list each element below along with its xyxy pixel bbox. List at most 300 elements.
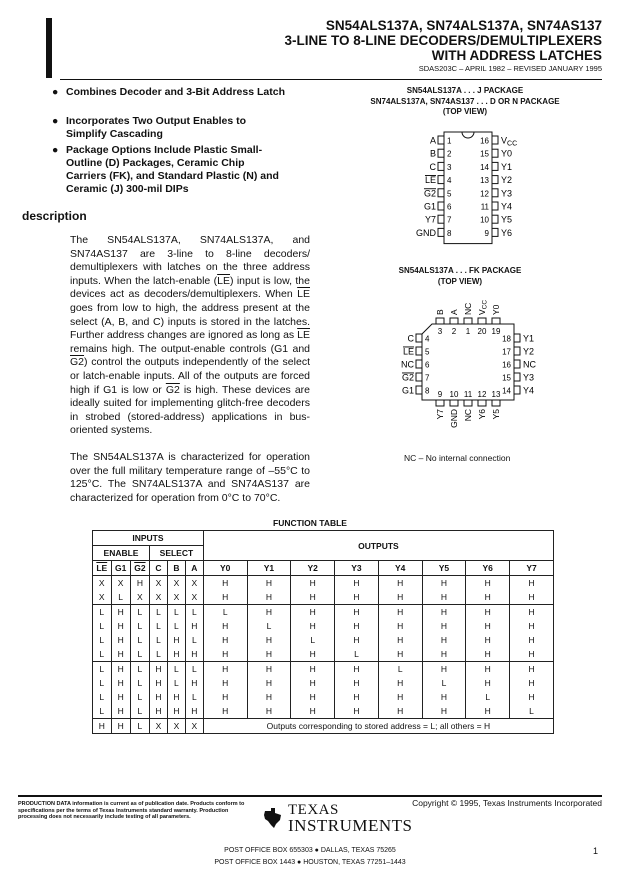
dip-pin-number: 3: [447, 162, 452, 172]
column-header: Y6: [466, 561, 510, 576]
table-cell: L: [93, 633, 112, 647]
column-header: Y3: [335, 561, 379, 576]
table-cell: H: [150, 704, 168, 719]
dip-pin-name: A: [429, 135, 436, 146]
fk-pin-number: 9: [437, 390, 443, 399]
fk-pin: [416, 360, 422, 368]
dip-pin-name: Y3: [501, 188, 513, 199]
table-cell: H: [510, 619, 554, 633]
table-cell: H: [111, 605, 130, 620]
table-cell: L: [167, 676, 185, 690]
table-cell: H: [167, 690, 185, 704]
fk-pin: [450, 400, 458, 406]
description-paragraph-1: The SN54ALS137A, SN74ALS137A, and SN74AS137 are 3-line to 8-line decoders/ demultiplexers with latches on the three address inputs. When the latch-enable $(\overline{LE})$ input is low, the devices act as decoders/demultiplexers. When $\overline{LE}$ goes from low to high, the address present at the select (A, B, and C) inputs is stored in the latches. Further address changes are ignored as long as $\overline{LE}$ remains high. The output-enable controls (G1 and G2) control the outputs independently of the select or latch-enable inputs. All of the outputs are forced high if G1 is low or G2 is high. These devices are ideally suited for implementing glitch-free decoders in strobed (stored-address) applications in bus-oriented systems.: [70, 234, 310, 437]
table-cell: H: [466, 704, 510, 719]
dip-pin-name: Y5: [501, 214, 513, 225]
table-cell: H: [466, 605, 510, 620]
fk-pin-number: 16: [502, 360, 511, 370]
table-cell: H: [378, 647, 422, 662]
table-cell: H: [150, 690, 168, 704]
table-cell: H: [130, 576, 149, 591]
dip-pin-number: 11: [480, 202, 489, 212]
description-paragraph-2: The SN54ALS137A is characterized for operation over the full military temperature range of –55°C to 125°C. The SN74ALS137A and SN74AS137 are characterized for operation from 0°C to 70°C.: [70, 451, 310, 504]
dip-pin: [492, 189, 498, 197]
fk-pin: [436, 400, 444, 406]
table-cell: H: [422, 647, 466, 662]
fk-pin: [478, 318, 486, 324]
fk-pin-number: 20: [477, 327, 487, 336]
table-cell: H: [111, 719, 130, 734]
dip-pin-name: Y2: [501, 175, 513, 186]
table-cell: X: [185, 719, 203, 734]
fk-pin-name: C: [407, 333, 414, 344]
table-cell: X: [167, 719, 185, 734]
table-cell: H: [378, 605, 422, 620]
fk-pin-number: 12: [477, 390, 487, 399]
fk-pin: [450, 318, 458, 324]
column-header: Y0: [203, 561, 247, 576]
table-cell: L: [93, 605, 112, 620]
feature-text: Combines Decoder and 3-Bit Address Latch: [66, 86, 285, 98]
table-cell: H: [510, 633, 554, 647]
table-cell: H: [466, 647, 510, 662]
table-cell: H: [291, 690, 335, 704]
table-row: [93, 690, 554, 704]
dip-pin: [492, 228, 498, 236]
header-doc-id: SDAS203C – APRIL 1982 – REVISED JANUARY 1995: [418, 64, 602, 73]
fk-pin: [416, 347, 422, 355]
dip-pin-name: Y4: [501, 201, 513, 212]
fk-pin-name: Y4: [523, 385, 535, 396]
column-header: B: [167, 561, 185, 576]
table-cell: L: [510, 704, 554, 719]
fk-package-line1: SN54ALS137A . . . FK PACKAGE: [398, 266, 522, 275]
table-cell: H: [291, 676, 335, 690]
fk-package-title: [360, 266, 560, 287]
table-cell: H: [247, 576, 291, 591]
table-cell: H: [466, 633, 510, 647]
table-cell: X: [130, 590, 149, 605]
table-cell: L: [291, 633, 335, 647]
table-cell: L: [150, 647, 168, 662]
table-cell: L: [130, 719, 149, 734]
table-row: [93, 676, 554, 690]
table-cell: H: [203, 690, 247, 704]
fk-pin-number: 2: [451, 327, 457, 336]
dip-pin-name: Y1: [501, 161, 513, 172]
table-cell: L: [167, 619, 185, 633]
table-cell: L: [130, 690, 149, 704]
table-row: [93, 647, 554, 662]
table-cell: H: [93, 719, 112, 734]
table-cell: H: [510, 605, 554, 620]
dip-pin: [492, 136, 498, 144]
table-cell: H: [111, 619, 130, 633]
ti-logo-word2: INSTRUMENTS: [288, 816, 413, 835]
inputs-header: INPUTS: [93, 531, 204, 546]
table-cell: L: [185, 605, 203, 620]
header-rule: [60, 79, 602, 80]
dip-pin: [492, 202, 498, 210]
fk-pin-name: NC: [401, 359, 414, 370]
fk-pin-number: 14: [502, 386, 511, 396]
dip-pin: [492, 176, 498, 184]
table-cell: H: [203, 704, 247, 719]
table-cell: H: [466, 619, 510, 633]
fk-pin-name: Y3: [523, 372, 535, 383]
column-header: G2: [130, 561, 149, 576]
table-cell: L: [150, 605, 168, 620]
table-cell: H: [422, 605, 466, 620]
outputs-header: OUTPUTS: [203, 531, 553, 561]
table-cell: X: [150, 576, 168, 591]
dip-pin-name: C: [429, 161, 436, 172]
fk-pin-name: Y2: [523, 346, 535, 357]
dip-pin-name: $V_{CC}$: [501, 135, 518, 148]
select-header: SELECT: [150, 546, 204, 561]
table-cell: H: [291, 576, 335, 591]
dip-package-line1: SN54ALS137A . . . J PACKAGE: [406, 86, 524, 95]
table-cell: H: [247, 633, 291, 647]
production-data-notice: PRODUCTION DATA information is current as of publication date. Products conform to specifications per the terms of Texas Instruments standard warranty. Production processing does not necessarily include testing of all parameters.: [18, 801, 245, 820]
dip-pin-number: 12: [480, 189, 489, 199]
dip-pin-number: 6: [447, 202, 452, 212]
table-cell: H: [247, 647, 291, 662]
table-row: [93, 619, 554, 633]
table-cell: H: [335, 704, 379, 719]
dip-pin-number: 10: [480, 215, 489, 225]
fk-pin-number: 19: [491, 327, 501, 336]
dip-pinout-diagram: [400, 126, 540, 246]
table-cell: X: [185, 576, 203, 591]
fk-pin-name: B: [435, 309, 445, 315]
dip-pin-name: G1: [423, 201, 436, 212]
table-cell: L: [130, 704, 149, 719]
table-cell: H: [466, 662, 510, 677]
table-cell: H: [203, 662, 247, 677]
table-cell: H: [291, 605, 335, 620]
table-cell: H: [466, 576, 510, 591]
table-cell: H: [185, 647, 203, 662]
fk-pin-name: Y0: [491, 304, 501, 315]
table-cell: L: [130, 605, 149, 620]
table-cell: H: [422, 704, 466, 719]
feature-text: Package Options Include Plastic Small-Outline (D) Packages, Ceramic Chip Carriers (FK), and Standard Plastic (N) and Ceramic (J) 300-mil DIPs: [66, 144, 279, 195]
function-table: [92, 530, 554, 734]
table-cell: L: [185, 690, 203, 704]
fk-pin: [464, 318, 472, 324]
dip-pin: [438, 149, 444, 157]
fk-pin-number: 4: [425, 334, 430, 344]
dip-pin-number: 1: [447, 136, 452, 146]
table-cell: H: [291, 590, 335, 605]
table-cell: H: [111, 647, 130, 662]
table-cell: H: [422, 690, 466, 704]
fk-pin: [492, 318, 500, 324]
fk-pin-name: NC: [463, 302, 473, 315]
table-cell: L: [466, 690, 510, 704]
dip-pin-number: 13: [480, 176, 489, 186]
table-cell: L: [203, 605, 247, 620]
latched-outputs-note: Outputs corresponding to stored address = L; all others = H: [203, 719, 553, 734]
fk-pin: [514, 360, 520, 368]
fk-pin-number: 10: [449, 390, 459, 399]
header-title-line3: WITH ADDRESS LATCHES: [431, 48, 602, 63]
table-cell: X: [93, 576, 112, 591]
bullet-icon: ●: [52, 86, 59, 98]
fk-pin: [492, 400, 500, 406]
dip-package-title: [330, 86, 600, 118]
dip-pin: [492, 215, 498, 223]
dip-pin: [438, 162, 444, 170]
fk-pin-name: Y7: [435, 409, 445, 420]
table-cell: H: [335, 676, 379, 690]
fk-pin: [514, 334, 520, 342]
enable-header: ENABLE: [93, 546, 150, 561]
dip-package-line2: SN74ALS137A, SN74AS137 . . . D OR N PACKAGE: [370, 96, 560, 106]
page-number: 1: [592, 846, 598, 856]
dip-pin: [438, 136, 444, 144]
table-cell: H: [203, 676, 247, 690]
dip-pin-number: 4: [447, 176, 452, 186]
table-cell: H: [203, 619, 247, 633]
column-header: A: [185, 561, 203, 576]
fk-package-line2: (TOP VIEW): [437, 276, 483, 286]
fk-pin-number: 1: [465, 327, 471, 336]
fk-pin: [416, 386, 422, 394]
table-cell: H: [185, 704, 203, 719]
table-cell: H: [378, 590, 422, 605]
fk-pin-name: Y1: [523, 333, 535, 344]
table-cell: X: [167, 590, 185, 605]
fk-pin-name: Y6: [477, 409, 487, 420]
table-cell: H: [510, 590, 554, 605]
column-header: Y5: [422, 561, 466, 576]
table-cell: H: [335, 662, 379, 677]
bullet-icon: ●: [52, 144, 59, 156]
table-cell: H: [247, 605, 291, 620]
bullet-icon: ●: [52, 115, 59, 127]
table-cell: H: [111, 662, 130, 677]
fk-pin-name: LE: [402, 346, 414, 357]
table-row: [93, 704, 554, 719]
table-cell: L: [167, 662, 185, 677]
fk-pin: [514, 386, 520, 394]
column-header: G1: [111, 561, 130, 576]
table-cell: H: [510, 662, 554, 677]
copyright: Copyright © 1995, Texas Instruments Incorporated: [412, 798, 602, 808]
table-cell: L: [111, 590, 130, 605]
table-cell: H: [247, 590, 291, 605]
table-cell: H: [185, 619, 203, 633]
dip-pin: [492, 149, 498, 157]
feature-item: [52, 86, 286, 99]
table-cell: X: [111, 576, 130, 591]
table-cell: H: [466, 590, 510, 605]
table-cell: H: [335, 605, 379, 620]
table-cell: L: [93, 647, 112, 662]
table-cell: X: [93, 590, 112, 605]
table-cell: L: [185, 662, 203, 677]
fk-pin: [436, 318, 444, 324]
feature-item: [52, 144, 286, 196]
dip-pin-name: Y7: [424, 214, 436, 225]
table-cell: H: [111, 690, 130, 704]
table-cell: H: [185, 676, 203, 690]
dip-pin: [438, 176, 444, 184]
column-header: $\overline{LE}$: [93, 561, 112, 576]
table-cell: H: [203, 590, 247, 605]
footer-rule: [18, 795, 602, 797]
table-cell: H: [150, 676, 168, 690]
table-cell: L: [335, 647, 379, 662]
table-cell: H: [291, 662, 335, 677]
table-cell: H: [378, 704, 422, 719]
table-cell: H: [466, 676, 510, 690]
ti-logo: [262, 803, 413, 833]
table-cell: H: [247, 690, 291, 704]
table-cell: L: [130, 647, 149, 662]
column-header: C: [150, 561, 168, 576]
table-cell: H: [378, 576, 422, 591]
dip-pin: [438, 189, 444, 197]
table-cell: H: [247, 704, 291, 719]
fk-pin-name: VCC: [477, 299, 489, 315]
table-cell: X: [167, 576, 185, 591]
fk-pin-number: 7: [425, 373, 430, 383]
fk-pin-number: 3: [437, 327, 443, 336]
table-cell: H: [422, 576, 466, 591]
table-cell: H: [335, 619, 379, 633]
table-cell: H: [510, 690, 554, 704]
table-cell: H: [167, 633, 185, 647]
table-cell: H: [167, 704, 185, 719]
dip-notch: [462, 132, 474, 138]
table-cell: L: [93, 690, 112, 704]
fk-pin-name: G2: [401, 372, 414, 383]
table-cell: L: [130, 662, 149, 677]
le-signal: $\overline{LE}$: [297, 329, 310, 342]
fk-pin-number: 8: [425, 386, 430, 396]
table-cell: H: [150, 662, 168, 677]
column-header: Y2: [291, 561, 335, 576]
table-cell: H: [111, 704, 130, 719]
function-table-title: FUNCTION TABLE: [273, 518, 347, 528]
table-cell: H: [203, 633, 247, 647]
table-cell: H: [203, 576, 247, 591]
dip-pin-name: B: [429, 148, 436, 159]
table-cell: L: [378, 662, 422, 677]
dip-pin-number: 8: [447, 228, 452, 238]
fk-pin-number: 11: [463, 390, 473, 399]
table-row: [93, 590, 554, 605]
table-cell: H: [335, 576, 379, 591]
fk-pin-name: GND: [449, 409, 459, 428]
address-houston: POST OFFICE BOX 1443 ● HOUSTON, TEXAS 77251–1443: [214, 859, 406, 866]
dip-pin: [492, 162, 498, 170]
header-title-line2: 3-LINE TO 8-LINE DECODERS/DEMULTIPLEXERS: [284, 33, 602, 48]
table-cell: H: [335, 690, 379, 704]
g2-signal: G2: [165, 383, 180, 396]
dip-pin-number: 7: [447, 215, 452, 225]
description-heading: description: [22, 209, 87, 223]
le-signal: $\overline{LE}$: [217, 274, 230, 287]
dip-pin-number: 16: [480, 136, 489, 146]
table-cell: H: [378, 633, 422, 647]
table-cell: L: [130, 633, 149, 647]
table-cell: H: [422, 633, 466, 647]
table-cell: H: [247, 676, 291, 690]
table-cell: H: [111, 633, 130, 647]
dip-pin-number: 14: [480, 162, 489, 172]
fk-pin-name: Y5: [491, 409, 501, 420]
fk-pin-number: 17: [502, 347, 511, 357]
fk-pin: [416, 334, 422, 342]
dip-pin: [438, 202, 444, 210]
table-cell: H: [291, 704, 335, 719]
column-header: Y7: [510, 561, 554, 576]
fk-pin: [514, 347, 520, 355]
page-header: [284, 18, 602, 74]
fk-pin-name: A: [449, 309, 459, 315]
le-signal: $\overline{LE}$: [297, 288, 310, 301]
header-sidebar-bar: [46, 18, 52, 78]
dip-pin-name: GND: [416, 227, 436, 238]
table-cell: H: [378, 676, 422, 690]
table-cell: L: [130, 619, 149, 633]
ti-logo-word1: TEXAS: [288, 802, 339, 818]
fk-pin-name: NC: [463, 409, 473, 422]
dip-pin-number: 9: [484, 228, 489, 238]
table-cell: L: [93, 704, 112, 719]
fk-pin: [416, 373, 422, 381]
table-cell: H: [203, 647, 247, 662]
table-cell: H: [291, 647, 335, 662]
fk-pin: [478, 400, 486, 406]
table-cell: H: [422, 662, 466, 677]
dip-pin-name: LE: [424, 175, 436, 186]
table-cell: H: [510, 676, 554, 690]
table-row: [93, 662, 554, 677]
table-cell: H: [422, 590, 466, 605]
feature-text: Incorporates Two Output Enables to Simplify Cascading: [66, 115, 247, 140]
dip-package-line3: (TOP VIEW): [442, 107, 488, 116]
fk-pinout-diagram: [380, 290, 580, 450]
table-cell: L: [93, 619, 112, 633]
g2-signal: G2: [70, 356, 85, 369]
fk-pin-name: G1: [401, 385, 414, 396]
table-cell: H: [378, 690, 422, 704]
table-cell: X: [185, 590, 203, 605]
fk-pin-number: 6: [425, 360, 430, 370]
fk-pin-number: 15: [502, 373, 511, 383]
dip-pin-number: 15: [480, 149, 489, 159]
fk-pin: [514, 373, 520, 381]
table-cell: H: [335, 590, 379, 605]
table-cell: X: [150, 719, 168, 734]
ti-state-icon: [262, 807, 284, 829]
table-cell: L: [185, 633, 203, 647]
fk-pin: [464, 400, 472, 406]
column-header: Y4: [378, 561, 422, 576]
table-cell: X: [150, 590, 168, 605]
dip-pin: [438, 215, 444, 223]
table-cell: H: [111, 676, 130, 690]
dip-pin-number: 2: [447, 149, 452, 159]
table-cell: L: [93, 676, 112, 690]
table-cell: H: [167, 647, 185, 662]
table-cell: L: [150, 619, 168, 633]
